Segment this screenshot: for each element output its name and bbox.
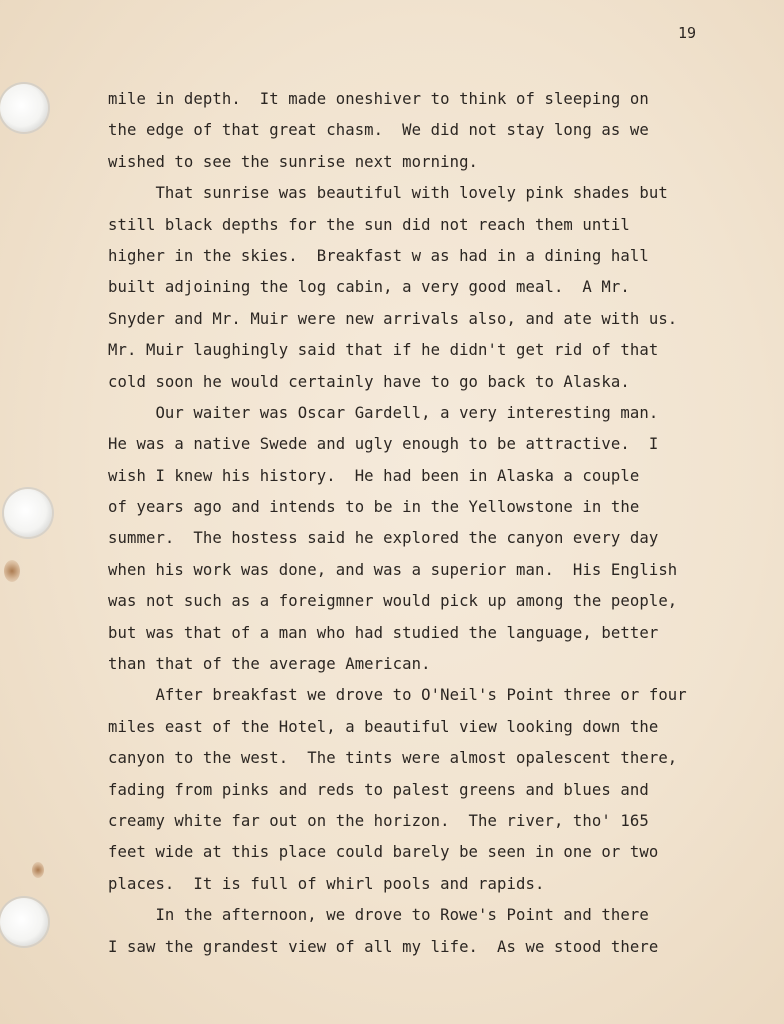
text-line: when his work was done, and was a superior man. His English — [108, 560, 678, 579]
page-number: 19 — [678, 24, 697, 42]
text-line: Our waiter was Oscar Gardell, a very interesting man. — [108, 403, 659, 422]
text-line: creamy white far out on the horizon. The river, tho' 165 — [108, 811, 649, 830]
text-line: the edge of that great chasm. We did not stay long as we — [108, 121, 649, 140]
text-line: summer. The hostess said he explored the canyon every day — [108, 529, 659, 548]
text-line: fading from pinks and reds to palest greens and blues and — [108, 780, 649, 799]
text-line: wish I knew his history. He had been in Alaska a couple — [108, 466, 640, 485]
text-line: but was that of a man who had studied the language, better — [108, 623, 659, 642]
text-line: canyon to the west. The tints were almost opalescent there, — [108, 749, 678, 768]
text-line: In the afternoon, we drove to Rowe's Point and there — [108, 906, 649, 925]
text-line: That sunrise was beautiful with lovely pink shades but — [108, 184, 668, 203]
text-line: Mr. Muir laughingly said that if he didn't get rid of that — [108, 341, 659, 360]
text-line: higher in the skies. Breakfast w as had in a dining hall — [108, 246, 649, 265]
stain-mark — [4, 560, 20, 582]
text-line: wished to see the sunrise next morning. — [108, 152, 479, 171]
text-line: was not such as a foreigmner would pick up among the people, — [108, 592, 678, 611]
stain-mark — [32, 862, 44, 878]
text-line: built adjoining the log cabin, a very good meal. A Mr. — [108, 278, 630, 297]
text-line: cold soon he would certainly have to go back to Alaska. — [108, 372, 630, 391]
text-line: than that of the average American. — [108, 655, 431, 674]
text-line: Snyder and Mr. Muir were new arrivals also, and ate with us. — [108, 309, 678, 328]
text-line: feet wide at this place could barely be seen in one or two — [108, 843, 659, 862]
text-line: He was a native Swede and ugly enough to be attractive. I — [108, 435, 659, 454]
punch-hole — [0, 84, 48, 132]
text-line: of years ago and intends to be in the Yellowstone in the — [108, 498, 640, 517]
text-line: miles east of the Hotel, a beautiful view looking down the — [108, 717, 659, 736]
text-line: After breakfast we drove to O'Neil's Point three or four — [108, 686, 687, 705]
text-line: mile in depth. It made oneshiver to think of sleeping on — [108, 90, 649, 108]
punch-hole — [0, 898, 48, 946]
text-line: I saw the grandest view of all my life. As we stood there — [108, 937, 659, 956]
punch-hole — [4, 489, 52, 537]
text-line: still black depths for the sun did not reach them until — [108, 215, 630, 234]
text-line: places. It is full of whirl pools and rapids. — [108, 874, 545, 893]
body-text — [108, 84, 708, 963]
